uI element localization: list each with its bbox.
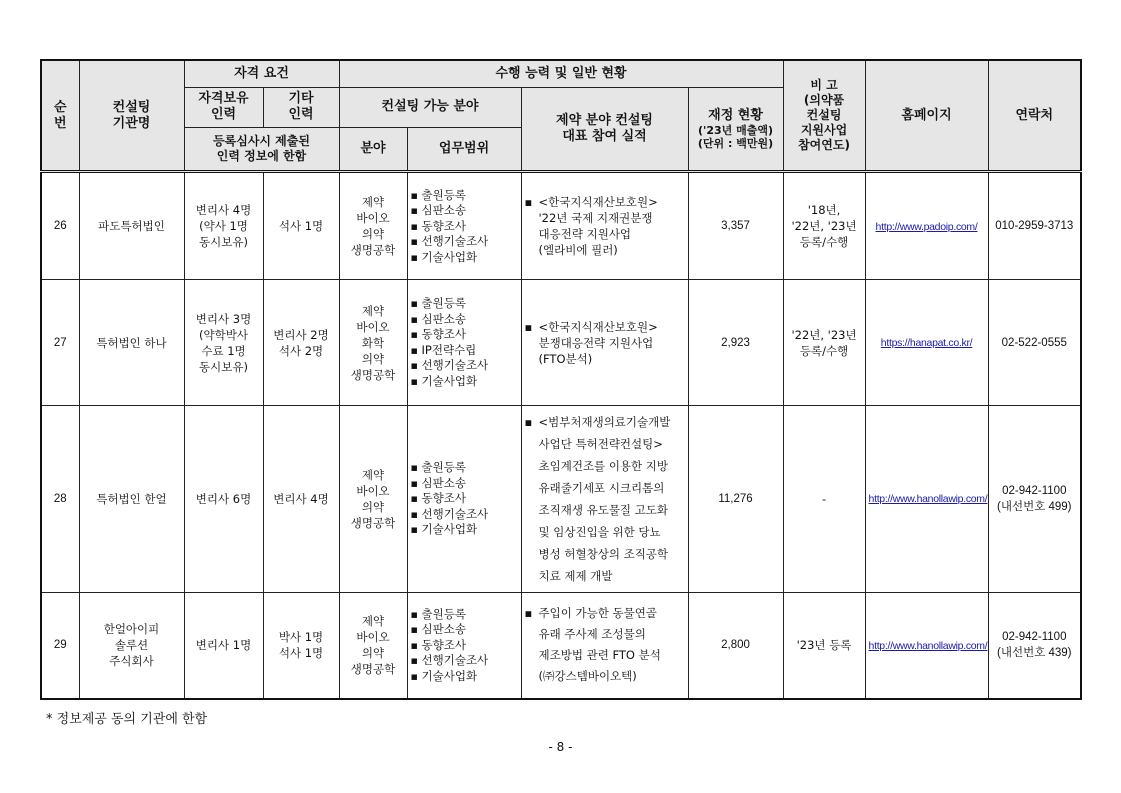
contract-record: ▪ <한국지식재산보호원> 분쟁대응전략 지원사업 (FTO분석) <box>521 280 688 406</box>
homepage-link[interactable]: https://hanapat.co.kr/ <box>880 337 973 350</box>
homepage-link[interactable]: http://www.hanollawip.com/ <box>868 493 988 506</box>
list-item: ▪ 기술사업화 <box>411 374 518 390</box>
row-no: 26 <box>41 172 79 280</box>
header-no: 순 번 <box>41 60 79 172</box>
other-staff: 석사 1명 <box>263 172 339 280</box>
page-number: - 8 - <box>548 740 573 754</box>
list-item: ▪ 심판소송 <box>411 203 518 219</box>
header-remarks: 비 고 (의약품 컨설팅 지원사업 참여연도) <box>783 60 865 172</box>
list-item: ▪ IP전략수립 <box>411 343 518 359</box>
contract-record: ▪ 주입이 가능한 동물연골 유래 주사제 조성물의 제조방법 관련 FTO 분석 (㈜강스템바이오텍) <box>521 592 688 699</box>
list-item: ▪ 기술사업화 <box>411 669 518 685</box>
homepage-cell <box>865 280 988 406</box>
homepage-cell <box>865 592 988 699</box>
field-list: 제약 바이오 의약 생명공학 <box>339 592 407 699</box>
other-staff: 박사 1명 석사 1명 <box>263 592 339 699</box>
row-no: 28 <box>41 406 79 592</box>
header-contact: 연락처 <box>988 60 1081 172</box>
header-qual-note: 등록심사시 제출된 인력 정보에 한함 <box>184 128 339 172</box>
header-finance: 재정 현황 ('23년 매출액) (단위 : 백만원) <box>688 87 783 172</box>
scope-list <box>407 172 521 280</box>
finance-value: 3,357 <box>688 172 783 280</box>
header-performance: 수행 능력 및 일반 현황 <box>339 60 783 87</box>
table-row <box>41 406 1081 592</box>
homepage-cell <box>865 172 988 280</box>
cert-staff: 변리사 1명 <box>184 592 263 699</box>
contact: 02-522-0555 <box>988 280 1081 406</box>
list-item: ▪ 출원등록 <box>411 296 518 312</box>
scope-list <box>407 280 521 406</box>
list-item: ▪ 선행기술조사 <box>411 234 518 250</box>
row-no: 27 <box>41 280 79 406</box>
header-org: 컨설팅 기관명 <box>79 60 184 172</box>
scope-list <box>407 406 521 592</box>
list-item: ▪ 심판소송 <box>411 312 518 328</box>
org-name: 한얼아이피 솔루션 주식회사 <box>79 592 184 699</box>
remarks: '23년 등록 <box>783 592 865 699</box>
remarks: '18년, '22년, '23년 등록/수행 <box>783 172 865 280</box>
list-item: ▪ 선행기술조사 <box>411 358 518 374</box>
list-item: ▪ 출원등록 <box>411 460 518 476</box>
consulting-agency-table <box>40 59 1082 700</box>
list-item: ▪ 심판소송 <box>411 476 518 492</box>
scope-list <box>407 592 521 699</box>
header-field: 분야 <box>339 128 407 172</box>
contact: 02-942-1100 (내선번호 439) <box>988 592 1081 699</box>
header-cert-staff: 자격보유 인력 <box>184 87 263 127</box>
list-item: ▪ 출원등록 <box>411 607 518 623</box>
footnote: * 정보제공 동의 기관에 한함 <box>46 712 208 727</box>
header-homepage: 홈페이지 <box>865 60 988 172</box>
remarks: '22년, '23년 등록/수행 <box>783 280 865 406</box>
org-name: 특허법인 하나 <box>79 280 184 406</box>
contract-record: ▪ <범부처재생의료기술개발 사업단 특허전략컨설팅> 초임계건조를 이용한 지방 유래줄기세포 시크리톰의 조직재생 유도물질 고도화 및 임상진입을 위한 당뇨 병성 허혈창상의 조직공학 치료 제제 개발 <box>521 406 688 592</box>
list-item: ▪ 출원등록 <box>411 188 518 204</box>
org-name: 파도특허법인 <box>79 172 184 280</box>
header-consult-area: 컨설팅 가능 분야 <box>339 87 521 127</box>
list-item: ▪ 기술사업화 <box>411 250 518 266</box>
homepage-link[interactable]: http://www.padoip.com/ <box>875 220 978 233</box>
cert-staff: 변리사 6명 <box>184 406 263 592</box>
finance-value: 2,800 <box>688 592 783 699</box>
cert-staff: 변리사 3명 (약학박사 수료 1명 동시보유) <box>184 280 263 406</box>
homepage-link[interactable]: http://www.hanollawip.com/ <box>868 639 988 652</box>
field-list: 제약 바이오 의약 생명공학 <box>339 172 407 280</box>
list-item: ▪ 기술사업화 <box>411 522 518 538</box>
contact: 010-2959-3713 <box>988 172 1081 280</box>
contact: 02-942-1100 (내선번호 499) <box>988 406 1081 592</box>
list-item: ▪ 심판소송 <box>411 622 518 638</box>
table-row <box>41 592 1081 699</box>
finance-value: 2,923 <box>688 280 783 406</box>
row-no: 29 <box>41 592 79 699</box>
table-row <box>41 172 1081 280</box>
list-item: ▪ 선행기술조사 <box>411 653 518 669</box>
remarks: - <box>783 406 865 592</box>
field-list: 제약 바이오 화학 의약 생명공학 <box>339 280 407 406</box>
other-staff: 변리사 4명 <box>263 406 339 592</box>
finance-value: 11,276 <box>688 406 783 592</box>
list-item: ▪ 동향조사 <box>411 219 518 235</box>
header-contract: 제약 분야 컨설팅 대표 참여 실적 <box>521 87 688 172</box>
homepage-cell <box>865 406 988 592</box>
other-staff: 변리사 2명 석사 2명 <box>263 280 339 406</box>
list-item: ▪ 동향조사 <box>411 327 518 343</box>
field-list: 제약 바이오 의약 생명공학 <box>339 406 407 592</box>
header-scope: 업무범위 <box>407 128 521 172</box>
cert-staff: 변리사 4명 (약사 1명 동시보유) <box>184 172 263 280</box>
org-name: 특허법인 한얼 <box>79 406 184 592</box>
list-item: ▪ 선행기술조사 <box>411 507 518 523</box>
list-item: ▪ 동향조사 <box>411 491 518 507</box>
header-other-staff: 기타 인력 <box>263 87 339 127</box>
list-item: ▪ 동향조사 <box>411 638 518 654</box>
contract-record: ▪ <한국지식재산보호원> '22년 국제 지재권분쟁 대응전략 지원사업 (엘라비에 필러) <box>521 172 688 280</box>
header-qualification: 자격 요건 <box>184 60 339 87</box>
table-row <box>41 280 1081 406</box>
